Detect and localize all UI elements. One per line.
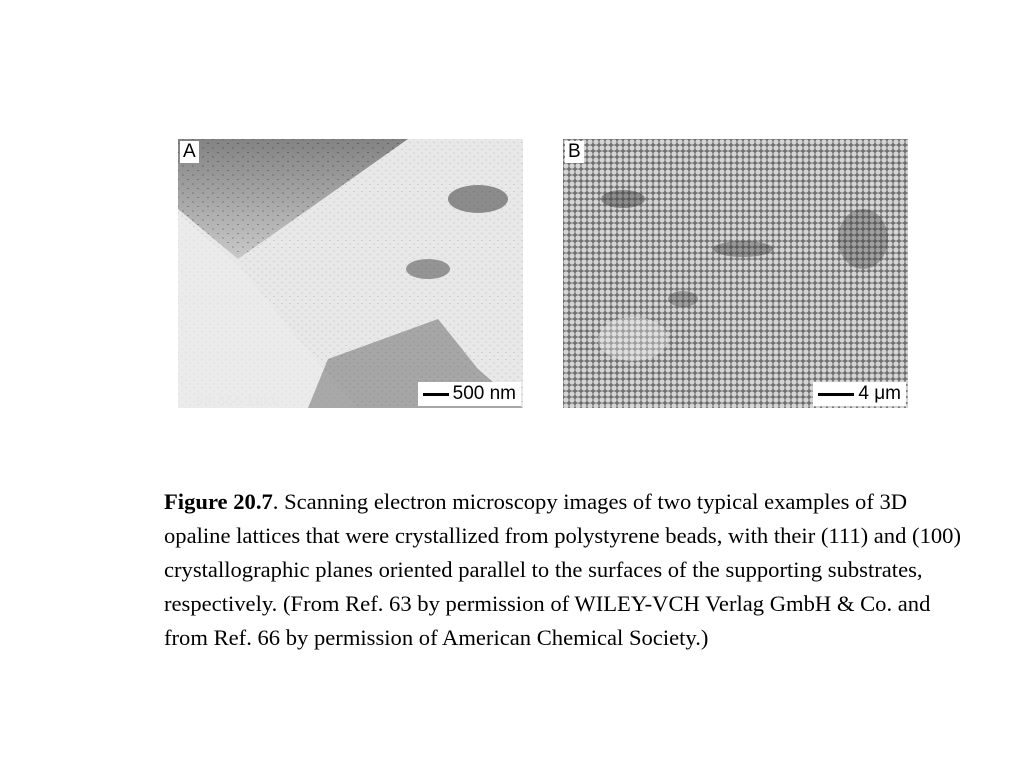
scale-bar-b-label: 4 μm [858, 383, 901, 404]
panel-b-label: B [565, 141, 584, 163]
panel-a-label: A [180, 141, 199, 163]
scale-bar-a [418, 382, 521, 406]
sem-image-b-texture [563, 139, 908, 408]
scale-bar-a-label: 500 nm [452, 383, 516, 404]
figure-caption [164, 485, 964, 655]
sem-image-a-texture [178, 139, 523, 408]
scale-bar-line [818, 393, 854, 396]
caption-text: . Scanning electron microscopy images of two typical examples of 3D opaline lattices that were crystallized from polystyrene beads, with their (111) and (100) crystallographic planes oriented parallel to the surfaces of the supporting substrates, respectively. (From Ref. 63 by permission of WILEY-VCH Verlag GmbH & Co. and from Ref. 66 by permission of American Chemical Society.) [164, 489, 961, 650]
sem-image-b [563, 139, 908, 408]
scale-bar-b [813, 382, 906, 406]
sem-image-a [178, 139, 523, 408]
instrument-imprint: 98-856 10kV [196, 393, 281, 408]
scale-bar-line [423, 393, 449, 396]
figure-label: Figure 20.7 [164, 489, 273, 514]
